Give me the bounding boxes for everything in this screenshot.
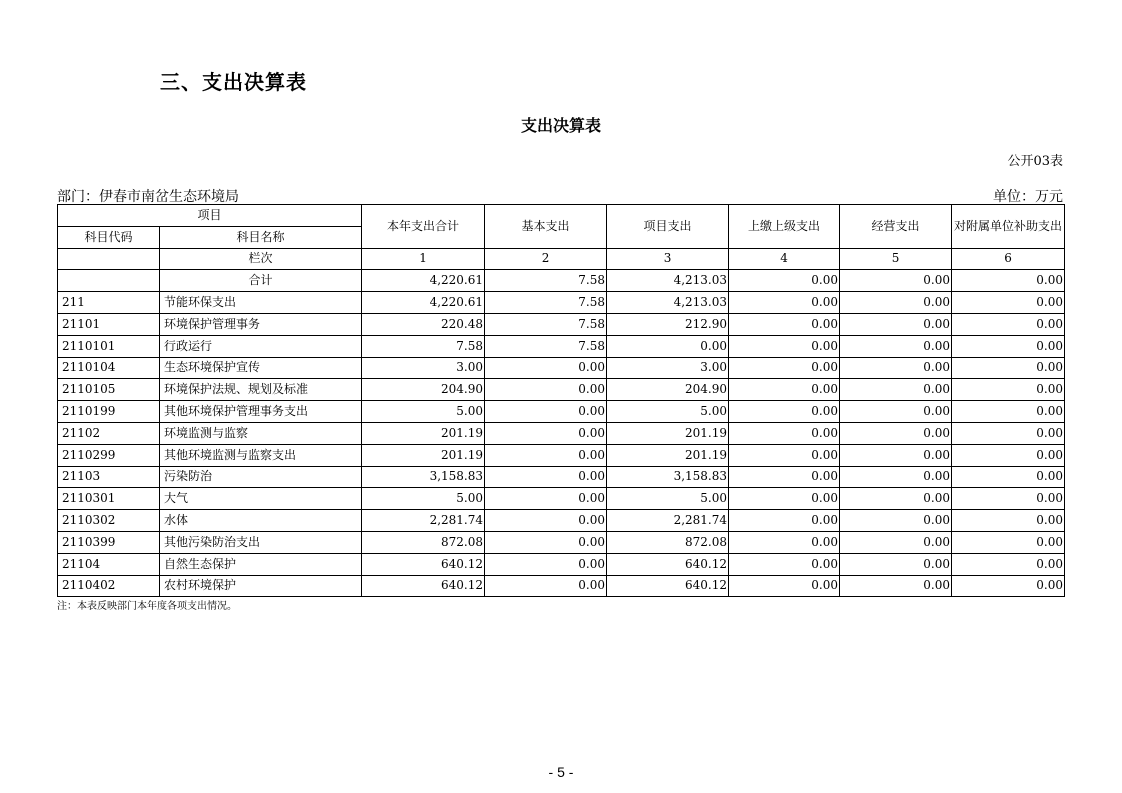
amount-cell: 3,158.83 [607,466,729,488]
amount-cell: 0.00 [952,422,1065,444]
amount-cell: 0.00 [840,292,952,314]
amount-cell: 0.00 [952,531,1065,553]
amount-cell: 0.00 [729,531,840,553]
amount-cell: 201.19 [362,444,485,466]
amount-cell: 0.00 [485,422,607,444]
seq-number: 5 [840,248,952,270]
total-value: 4,220.61 [362,270,485,292]
account-code-cell: 21102 [58,422,160,444]
amount-cell: 3.00 [362,357,485,379]
amount-cell: 0.00 [729,553,840,575]
header-col-5: 经营支出 [840,205,952,249]
seq-number: 3 [607,248,729,270]
header-col-6: 对附属单位补助支出 [952,205,1065,249]
account-name-cell: 行政运行 [160,335,362,357]
amount-cell: 5.00 [607,401,729,423]
total-value: 0.00 [840,270,952,292]
total-value: 0.00 [729,270,840,292]
account-code-cell: 2110105 [58,379,160,401]
amount-cell: 0.00 [485,401,607,423]
header-col-1: 本年支出合计 [362,205,485,249]
amount-cell: 0.00 [840,510,952,532]
amount-cell: 0.00 [729,488,840,510]
account-name-cell: 其他环境监测与监察支出 [160,444,362,466]
amount-cell: 0.00 [485,444,607,466]
amount-cell: 0.00 [840,553,952,575]
account-name-cell: 其他污染防治支出 [160,531,362,553]
account-code-cell: 2110402 [58,575,160,597]
amount-cell: 3,158.83 [362,466,485,488]
amount-cell: 0.00 [952,313,1065,335]
department-label: 部门：伊春市南岔生态环境局 [57,189,239,205]
amount-cell: 212.90 [607,313,729,335]
amount-cell: 4,213.03 [607,292,729,314]
account-name-cell: 自然生态保护 [160,553,362,575]
total-value: 4,213.03 [607,270,729,292]
amount-cell: 7.58 [485,292,607,314]
table-row [58,488,1065,510]
amount-cell: 0.00 [485,553,607,575]
amount-cell: 0.00 [840,313,952,335]
header-name: 科目名称 [160,226,362,248]
table-row [58,401,1065,423]
amount-cell: 0.00 [952,553,1065,575]
table-row [58,335,1065,357]
seq-row [58,248,1065,270]
table-row [58,313,1065,335]
amount-cell: 201.19 [607,422,729,444]
amount-cell: 0.00 [952,379,1065,401]
amount-cell: 0.00 [952,466,1065,488]
amount-cell: 201.19 [362,422,485,444]
unit-label: 单位：万元 [993,189,1063,205]
amount-cell: 204.90 [607,379,729,401]
amount-cell: 0.00 [952,444,1065,466]
amount-cell: 0.00 [729,313,840,335]
amount-cell: 0.00 [840,488,952,510]
amount-cell: 0.00 [729,575,840,597]
table-row [58,357,1065,379]
amount-cell: 640.12 [607,575,729,597]
amount-cell: 0.00 [952,575,1065,597]
amount-cell: 0.00 [485,466,607,488]
amount-cell: 5.00 [607,488,729,510]
form-code: 公开03表 [1007,154,1063,169]
amount-cell: 0.00 [840,466,952,488]
seq-empty-cell [58,248,160,270]
account-code-cell: 2110299 [58,444,160,466]
amount-cell: 0.00 [729,335,840,357]
amount-cell: 2,281.74 [362,510,485,532]
expenditure-table [57,204,1065,597]
account-name-cell: 水体 [160,510,362,532]
account-code-cell: 2110101 [58,335,160,357]
total-row [58,270,1065,292]
amount-cell: 7.58 [485,335,607,357]
table-row [58,444,1065,466]
account-name-cell: 环境保护法规、规划及标准 [160,379,362,401]
table-row [58,510,1065,532]
amount-cell: 201.19 [607,444,729,466]
amount-cell: 4,220.61 [362,292,485,314]
amount-cell: 640.12 [607,553,729,575]
amount-cell: 0.00 [952,292,1065,314]
seq-number: 4 [729,248,840,270]
table-note: 注：本表反映部门本年度各项支出情况。 [57,601,237,612]
section-title: 三、支出决算表 [160,70,307,94]
table-title: 支出决算表 [520,116,601,135]
amount-cell: 0.00 [485,510,607,532]
total-value: 0.00 [952,270,1065,292]
seq-number: 1 [362,248,485,270]
amount-cell: 0.00 [729,444,840,466]
amount-cell: 5.00 [362,488,485,510]
account-code-cell: 211 [58,292,160,314]
amount-cell: 640.12 [362,553,485,575]
account-code-cell: 2110199 [58,401,160,423]
amount-cell: 0.00 [840,379,952,401]
amount-cell: 0.00 [485,531,607,553]
amount-cell: 0.00 [952,357,1065,379]
amount-cell: 872.08 [362,531,485,553]
seq-number: 6 [952,248,1065,270]
amount-cell: 0.00 [952,510,1065,532]
amount-cell: 0.00 [729,510,840,532]
amount-cell: 220.48 [362,313,485,335]
amount-cell: 0.00 [952,488,1065,510]
amount-cell: 7.58 [362,335,485,357]
amount-cell: 5.00 [362,401,485,423]
amount-cell: 0.00 [840,422,952,444]
amount-cell: 0.00 [729,422,840,444]
amount-cell: 0.00 [729,357,840,379]
amount-cell: 0.00 [485,379,607,401]
account-name-cell: 农村环境保护 [160,575,362,597]
total-label: 合计 [160,270,362,292]
header-code: 科目代码 [58,226,160,248]
amount-cell: 0.00 [952,401,1065,423]
amount-cell: 0.00 [485,357,607,379]
amount-cell: 0.00 [840,357,952,379]
table-row [58,379,1065,401]
table-row [58,422,1065,444]
account-code-cell: 21103 [58,466,160,488]
account-name-cell: 环境监测与监察 [160,422,362,444]
account-code-cell: 2110302 [58,510,160,532]
header-row-1 [58,205,1065,227]
amount-cell: 0.00 [729,292,840,314]
amount-cell: 0.00 [840,575,952,597]
account-name-cell: 生态环境保护宣传 [160,357,362,379]
account-name-cell: 大气 [160,488,362,510]
account-code-cell: 2110104 [58,357,160,379]
amount-cell: 0.00 [840,335,952,357]
account-name-cell: 污染防治 [160,466,362,488]
header-col-4: 上缴上级支出 [729,205,840,249]
amount-cell: 0.00 [729,466,840,488]
header-item-group: 项目 [58,205,362,227]
account-code-cell: 2110399 [58,531,160,553]
amount-cell: 7.58 [485,313,607,335]
amount-cell: 3.00 [607,357,729,379]
amount-cell: 204.90 [362,379,485,401]
amount-cell: 0.00 [485,575,607,597]
total-empty-cell [58,270,160,292]
table-row [58,575,1065,597]
table-row [58,292,1065,314]
table-row [58,531,1065,553]
header-col-2: 基本支出 [485,205,607,249]
seq-number: 2 [485,248,607,270]
account-code-cell: 2110301 [58,488,160,510]
account-code-cell: 21104 [58,553,160,575]
page-number: - 5 - [548,764,574,780]
amount-cell: 872.08 [607,531,729,553]
amount-cell: 0.00 [952,335,1065,357]
amount-cell: 2,281.74 [607,510,729,532]
amount-cell: 0.00 [840,444,952,466]
amount-cell: 0.00 [729,379,840,401]
table-row [58,553,1065,575]
amount-cell: 0.00 [729,401,840,423]
account-code-cell: 21101 [58,313,160,335]
amount-cell: 0.00 [840,401,952,423]
amount-cell: 0.00 [607,335,729,357]
amount-cell: 0.00 [840,531,952,553]
account-name-cell: 环境保护管理事务 [160,313,362,335]
total-value: 7.58 [485,270,607,292]
amount-cell: 640.12 [362,575,485,597]
account-name-cell: 其他环境保护管理事务支出 [160,401,362,423]
seq-label: 栏次 [160,248,362,270]
header-col-3: 项目支出 [607,205,729,249]
table-row [58,466,1065,488]
amount-cell: 0.00 [485,488,607,510]
account-name-cell: 节能环保支出 [160,292,362,314]
